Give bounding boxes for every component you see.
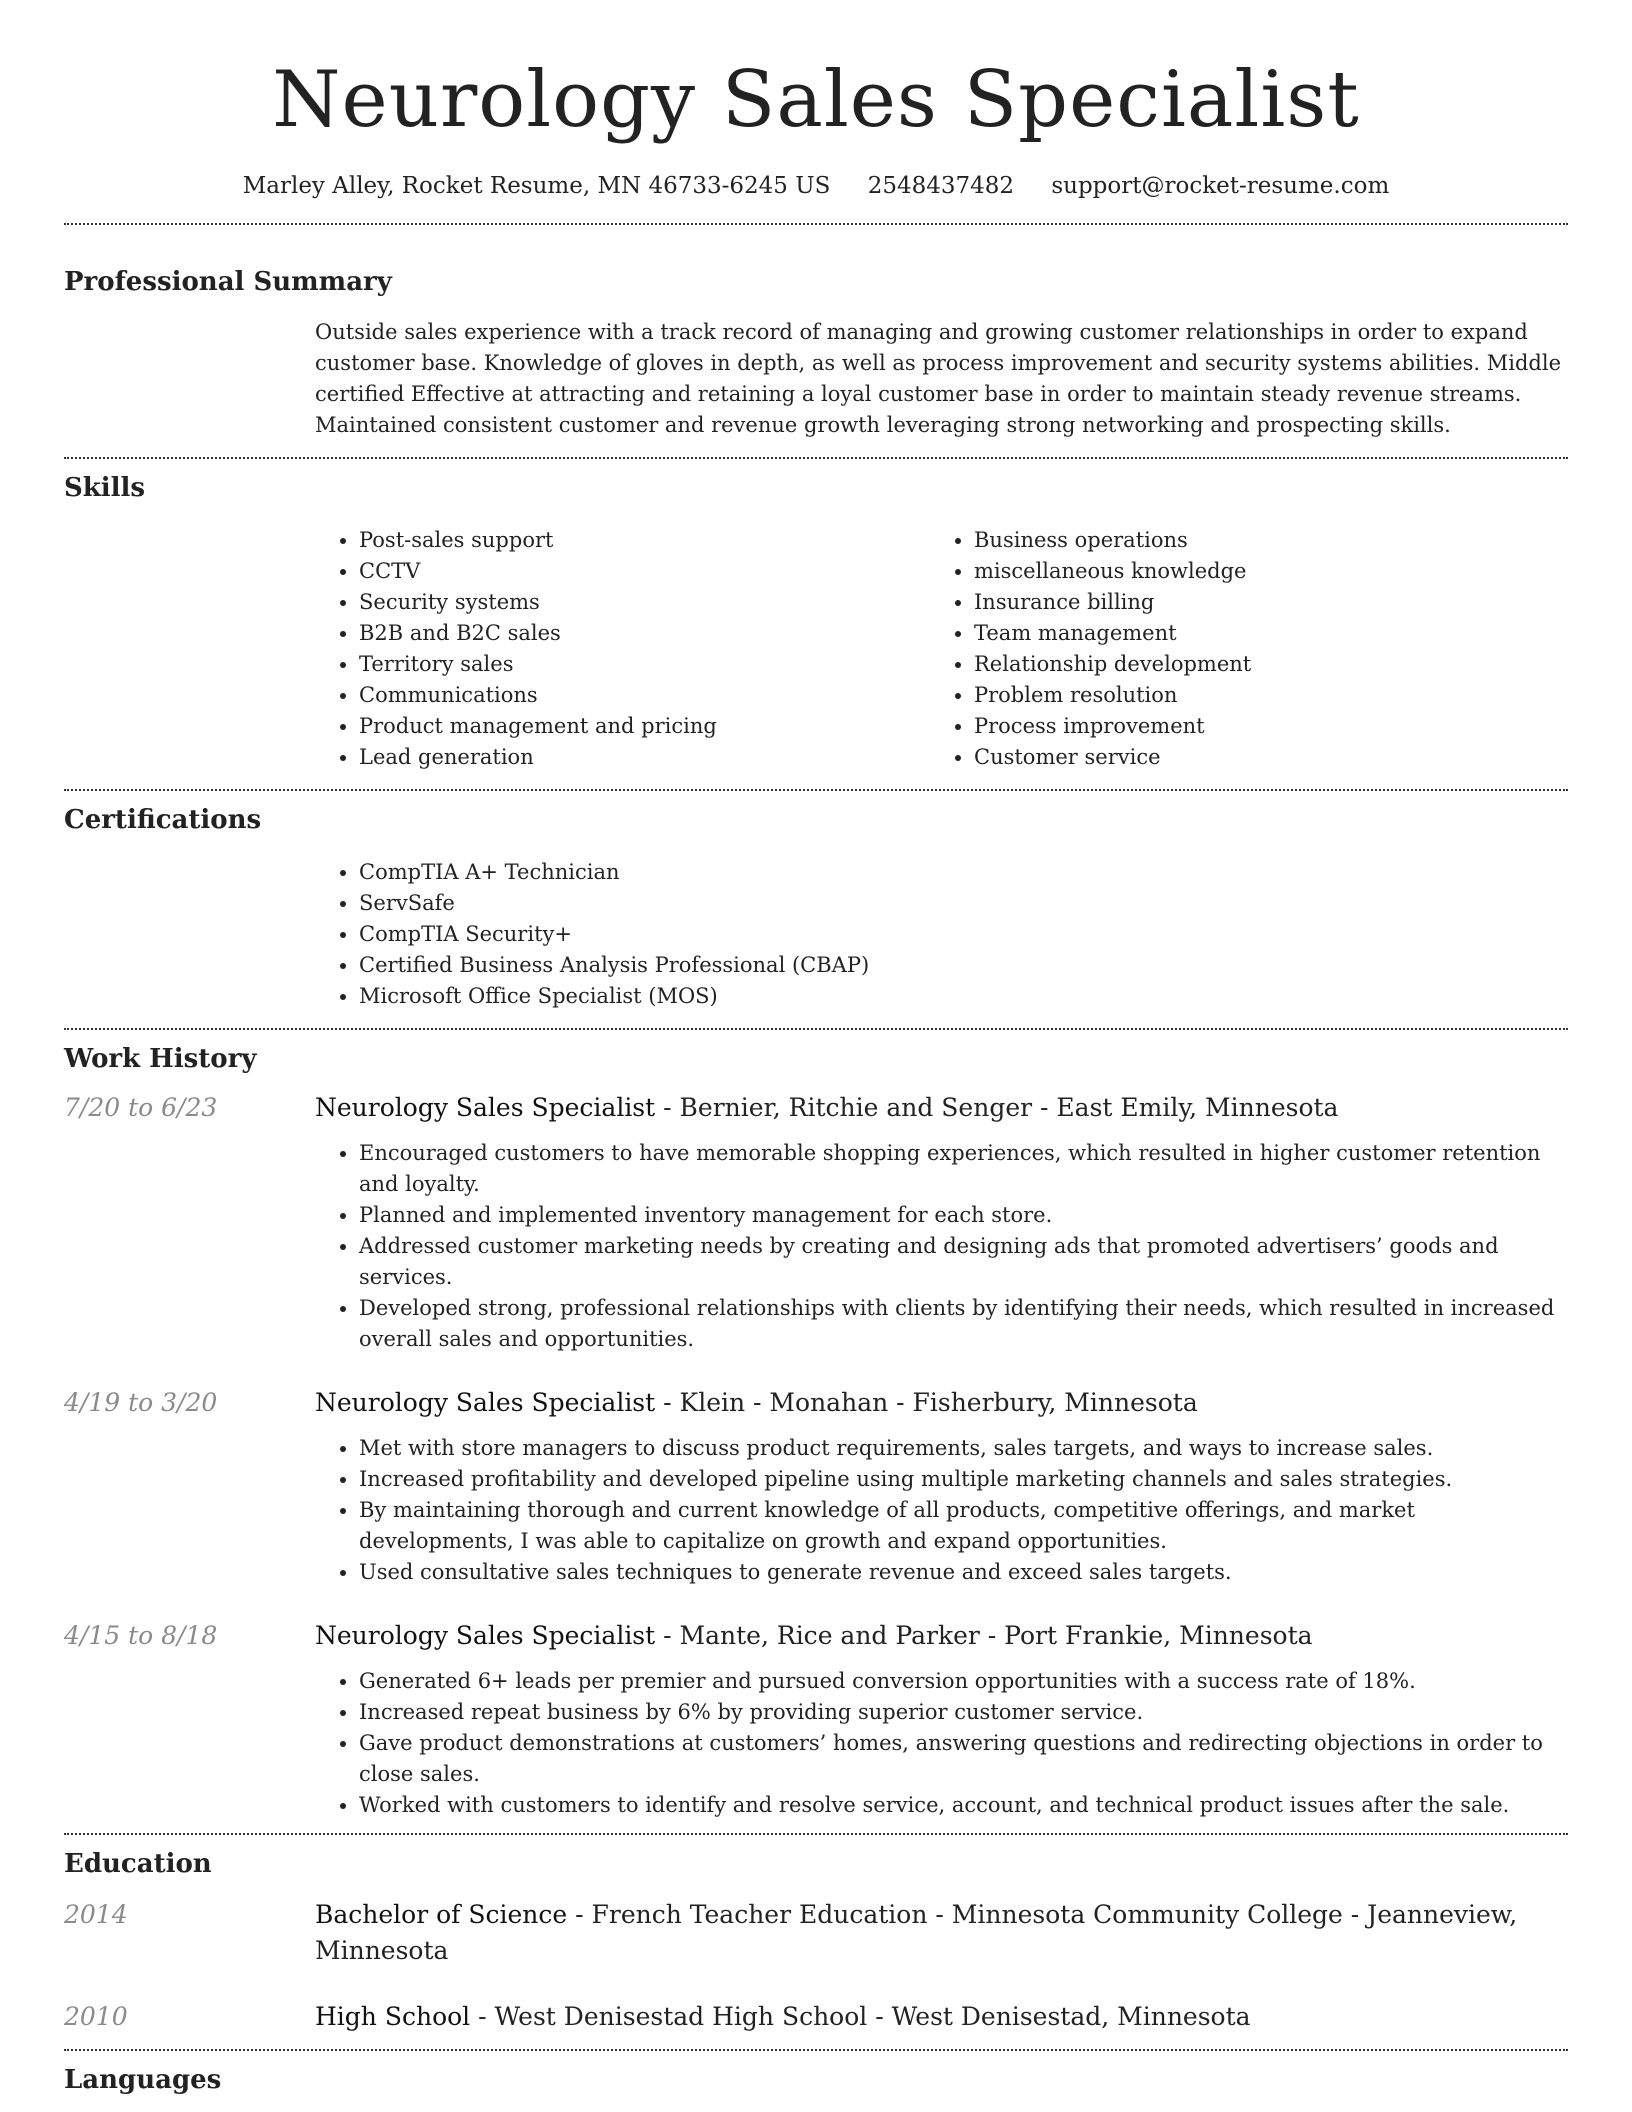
education-degree: Bachelor of Science <box>315 1900 568 1929</box>
divider <box>64 457 1568 459</box>
skill-item: • Customer service <box>974 742 1545 773</box>
divider <box>64 789 1568 791</box>
skill-item: • Security systems <box>359 587 930 618</box>
skill-item: • Problem resolution <box>974 680 1545 711</box>
skill-item: • Lead generation <box>359 742 930 773</box>
job-bullet: • By maintaining thorough and current knowledge of all products, competitive offerings, and market developments, I was able to capitalize on growth and expand opportunities. <box>359 1495 1568 1557</box>
contact-address: Marley Alley, Rocket Resume, MN 46733-6245 US <box>242 173 831 199</box>
work-history-section <box>64 1042 1568 1821</box>
job-bullet: • Planned and implemented inventory management for each store. <box>359 1200 1568 1231</box>
job-date: 4/15 to 8/18 <box>64 1621 218 1650</box>
job-employer-location: - Mante, Rice and Parker - Port Frankie, Minnesota <box>655 1621 1313 1650</box>
skill-item: • Communications <box>359 680 930 711</box>
summary-section <box>64 265 1568 441</box>
certification-item: • CompTIA Security+ <box>359 919 1568 950</box>
education-entry <box>64 1897 1568 1969</box>
certification-item: • Certified Business Analysis Professional (CBAP) <box>359 950 1568 981</box>
job-heading <box>315 1385 1568 1421</box>
job-bullets <box>315 1666 1568 1821</box>
skill-item: • Post-sales support <box>359 525 930 556</box>
resume-name: Neurology Sales Specialist <box>272 55 1360 145</box>
job-employer-location: - Bernier, Ritchie and Senger - East Emily, Minnesota <box>655 1093 1339 1122</box>
job-date: 7/20 to 6/23 <box>64 1093 218 1122</box>
skill-item: • Team management <box>974 618 1545 649</box>
job-date: 4/19 to 3/20 <box>64 1388 218 1417</box>
job-bullet: • Encouraged customers to have memorable shopping experiences, which resulted in higher customer retention and loyalty. <box>359 1138 1568 1200</box>
education-section <box>64 1847 1568 2035</box>
skills-title: Skills <box>64 473 146 503</box>
certifications-list <box>315 857 1568 1012</box>
job-bullet: • Generated 6+ leads per premier and pursued conversion opportunities with a success rate of 18%. <box>359 1666 1568 1697</box>
divider <box>64 2049 1568 2051</box>
skill-item: • B2B and B2C sales <box>359 618 930 649</box>
summary-title: Professional Summary <box>64 267 392 297</box>
job-bullet: • Increased profitability and developed pipeline using multiple marketing channels and sales strategies. <box>359 1464 1568 1495</box>
divider <box>64 223 1568 225</box>
job-bullets <box>315 1138 1568 1355</box>
education-heading <box>315 1897 1568 1969</box>
skills-list-right <box>930 525 1545 773</box>
contact-line <box>64 171 1568 201</box>
job-heading <box>315 1618 1568 1654</box>
job-entry <box>64 1090 1568 1355</box>
skill-item: • Product management and pricing <box>359 711 930 742</box>
divider <box>64 1833 1568 1835</box>
education-details: - French Teacher Education - Minnesota Community College - Jeanneview, Minnesota <box>315 1900 1518 1965</box>
job-bullet: • Addressed customer marketing needs by creating and designing ads that promoted advertisers’ goods and services. <box>359 1231 1568 1293</box>
divider <box>64 1028 1568 1030</box>
job-role: Neurology Sales Specialist <box>315 1388 656 1417</box>
work-history-title: Work History <box>64 1044 257 1074</box>
skill-item: • Relationship development <box>974 649 1545 680</box>
education-title: Education <box>64 1849 212 1879</box>
resume-page <box>64 0 1568 2097</box>
languages-title: Languages <box>64 2065 222 2095</box>
education-date: 2014 <box>64 1900 128 1929</box>
education-date: 2010 <box>64 2002 128 2031</box>
languages-section <box>64 2063 1568 2097</box>
contact-email: support@rocket-resume.com <box>1051 173 1390 199</box>
job-employer-location: - Klein - Monahan - Fisherbury, Minnesota <box>655 1388 1198 1417</box>
job-bullet: • Developed strong, professional relationships with clients by identifying their needs, which resulted in increased overall sales and opportunities. <box>359 1293 1568 1355</box>
job-bullet: • Used consultative sales techniques to generate revenue and exceed sales targets. <box>359 1557 1568 1588</box>
job-role: Neurology Sales Specialist <box>315 1093 656 1122</box>
education-heading <box>315 1999 1568 2035</box>
skill-item: • miscellaneous knowledge <box>974 556 1545 587</box>
skill-item: • Business operations <box>974 525 1545 556</box>
job-entry <box>64 1618 1568 1821</box>
skills-section <box>64 471 1568 773</box>
skill-item: • CCTV <box>359 556 930 587</box>
skills-list-left <box>315 525 930 773</box>
job-bullet: • Gave product demonstrations at customers’ homes, answering questions and redirecting objections in order to close sales. <box>359 1728 1568 1790</box>
education-degree: High School <box>315 2002 471 2031</box>
certification-item: • CompTIA A+ Technician <box>359 857 1568 888</box>
certification-item: • ServSafe <box>359 888 1568 919</box>
job-bullets <box>315 1433 1568 1588</box>
contact-phone: 2548437482 <box>867 173 1015 199</box>
job-entry <box>64 1385 1568 1588</box>
job-heading <box>315 1090 1568 1126</box>
job-bullet: • Met with store managers to discuss product requirements, sales targets, and ways to increase sales. <box>359 1433 1568 1464</box>
job-role: Neurology Sales Specialist <box>315 1621 656 1650</box>
education-entry <box>64 1999 1568 2035</box>
education-details: - West Denisestad High School - West Denisestad, Minnesota <box>470 2002 1251 2031</box>
certifications-title: Certifications <box>64 805 262 835</box>
skill-item: • Territory sales <box>359 649 930 680</box>
job-bullet: • Worked with customers to identify and resolve service, account, and technical product issues after the sale. <box>359 1790 1568 1821</box>
job-bullet: • Increased repeat business by 6% by providing superior customer service. <box>359 1697 1568 1728</box>
skill-item: • Process improvement <box>974 711 1545 742</box>
certification-item: • Microsoft Office Specialist (MOS) <box>359 981 1568 1012</box>
skill-item: • Insurance billing <box>974 587 1545 618</box>
summary-text: Outside sales experience with a track record of managing and growing customer relationships in order to expand customer base. Knowledge of gloves in depth, as well as process improvement and security systems abilities. Middle certified Effective at attracting and retaining a loyal customer base in order to maintain steady revenue streams. Maintained consistent customer and revenue growth leveraging strong networking and prospecting skills. <box>315 320 1561 437</box>
certifications-section <box>64 803 1568 1012</box>
